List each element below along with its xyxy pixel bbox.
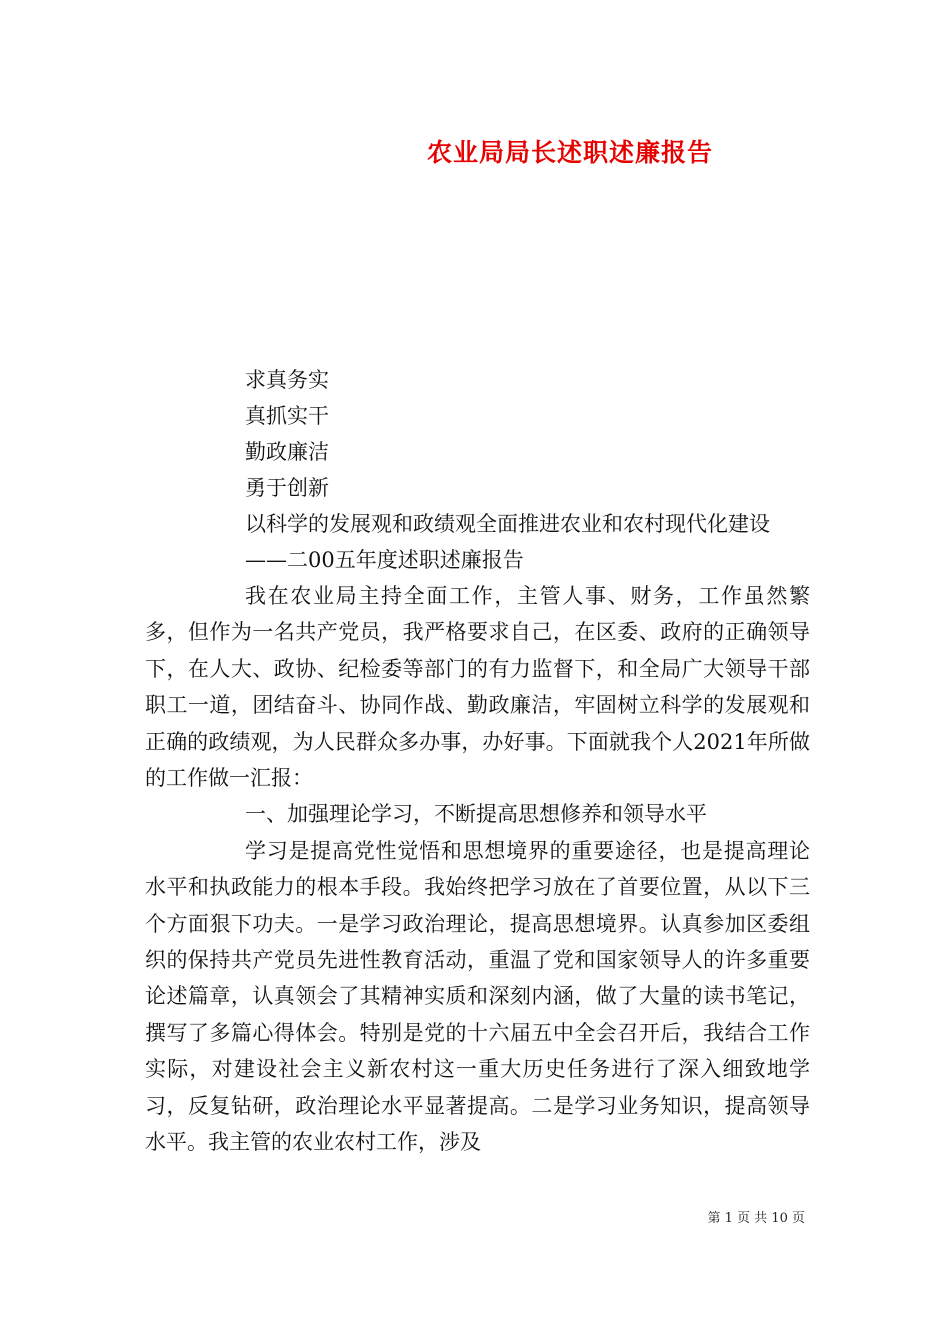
- section-heading: 一、加强理论学习，不断提高思想修养和领导水平: [245, 802, 707, 827]
- motto-line: 勤政廉洁: [245, 440, 329, 464]
- body-text: [145, 578, 810, 1161]
- motto-line: 求真务实: [245, 368, 329, 392]
- motto-line: 勇于创新: [245, 476, 329, 500]
- document-title: 农业局局长述职述廉报告: [426, 138, 713, 167]
- page-footer: 第 1 页 共 10 页: [707, 1211, 805, 1226]
- motto-block: [245, 362, 770, 578]
- subtitle-line: ——二00五年度述职述廉报告: [245, 548, 524, 572]
- paragraph: 学习是提高党性觉悟和思想境界的重要途径，也是提高理论水平和执政能力的根本手段。我始终把学习放在了首要位置，从以下三个方面狠下功夫。一是学习政治理论，提高思想境界。认真参加区委组织的保持共产党员先进性教育活动，重温了党和国家领导人的许多重要论述篇章，认真领会了其精神实质和深刻内涵，做了大量的读书笔记，撰写了多篇心得体会。特别是党的十六届五中全会召开后，我结合工作实际，对建设社会主义新农村这一重大历史任务进行了深入细致地学习，反复钻研，政治理论水平显著提高。二是学习业务知识，提高领导水平。我主管的农业农村工作，涉及: [145, 838, 810, 1155]
- subtitle-line: 以科学的发展观和政绩观全面推进农业和农村现代化建设: [245, 512, 770, 536]
- motto-line: 真抓实干: [245, 404, 329, 428]
- paragraph: 我在农业局主持全面工作，主管人事、财务，工作虽然繁多，但作为一名共产党员，我严格要求自己，在区委、政府的正确领导下，在人大、政协、纪检委等部门的有力监督下，和全局广大领导干部职工一道，团结奋斗、协同作战、勤政廉洁，牢固树立科学的发展观和正确的政绩观，为人民群众多办事，办好事。下面就我个人2021年所做的工作做一汇报：: [145, 584, 810, 791]
